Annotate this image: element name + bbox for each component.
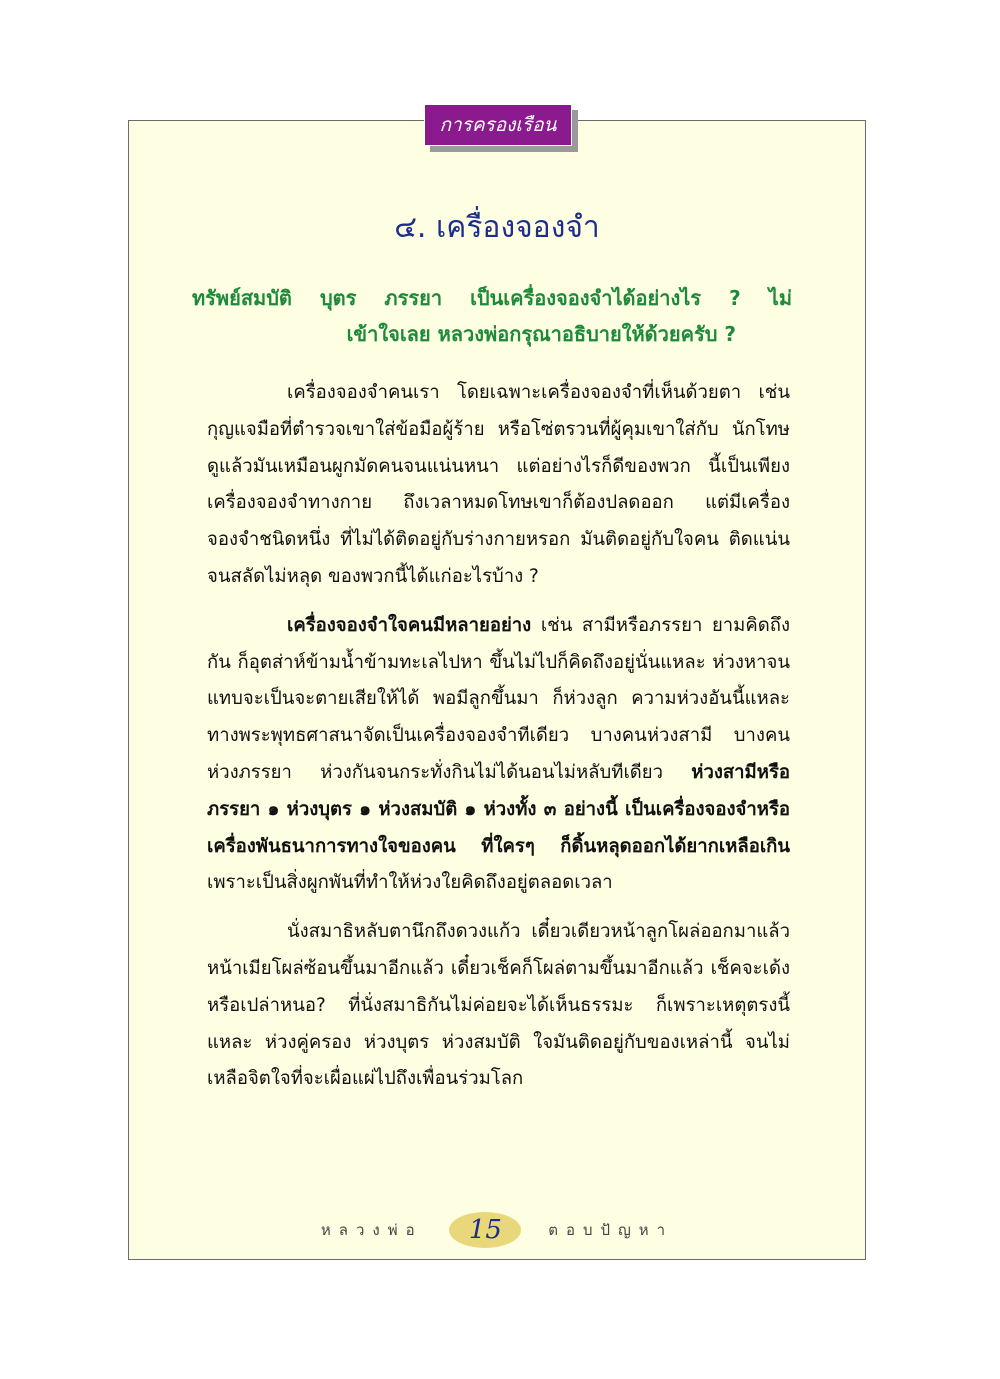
section-tag: การครองเรือน	[424, 104, 572, 146]
paragraph-2-text-1: เช่น สามีหรือภรรยา ยามคิดถึงกัน ก็อุตส่าห์ข้ามน้ำข้ามทะเลไปหา ขึ้นไม่ไปก็คิดถึงอยู่นั่นแหละ ห่วงหาจนแทบจะเป็นจะตายเสียให้ได้ พอมีลูกขึ้นมา ก็ห่วงลูก ความห่วงอันนี้แหละทางพระพุทธศาสนาจัดเป็นเครื่องจองจำทีเดียว บางคนห่วงสามี บางคนห่วงภรรยา ห่วงกันจนกระทั่งกินไม่ได้นอนไม่หลับทีเดียว	[207, 614, 790, 783]
chapter-title: ๔. เครื่องจองจำ	[394, 210, 600, 245]
answer-body	[207, 375, 790, 1098]
paragraph-2-bold-emphasis: ห่วงสามีหรือภรรยา ๑ ห่วงบุตร ๑ ห่วงสมบัติ ๑ ห่วงทั้ง ๓ อย่างนี้ เป็นเครื่องจองจำหรือเครื่องพันธนาการทางใจของคน ที่ใครๆ ก็ดิ้นหลุดออกได้ยากเหลือเกิน	[207, 761, 790, 857]
paragraph-2-text-2: เพราะเป็นสิ่งผูกพันที่ทำให้ห่วงใยคิดถึงอยู่ตลอดเวลา	[207, 872, 613, 894]
paragraph-2-bold-lead: เครื่องจองจำใจคนมีหลายอย่าง	[287, 614, 532, 636]
paragraph-3: นั่งสมาธิหลับตานึกถึงดวงแก้ว เดี๋ยวเดียวหน้าลูกโผล่ออกมาแล้ว หน้าเมียโผล่ซ้อนขึ้นมาอีกแล้ว เดี๋ยวเช็คก็โผล่ตามขึ้นมาอีกแล้ว เช็คจะเด้งหรือเปล่าหนอ? ที่นั่งสมาธิกันไม่ค่อยจะได้เห็นธรรมะ ก็เพราะเหตุตรงนี้แหละ ห่วงคู่ครอง ห่วงบุตร ห่วงสมบัติ ใจมันติดอยู่กับของเหล่านี้ จนไม่เหลือจิตใจที่จะเผื่อแผ่ไปถึงเพื่อนร่วมโลก	[207, 921, 790, 1090]
page-footer	[128, 1212, 866, 1252]
footer-right-text: ตอบปัญหา	[548, 1221, 674, 1239]
question-line-2: เข้าใจเลย หลวงพ่อกรุณาอธิบายให้ด้วยครับ ?	[346, 322, 736, 346]
page-number: 15	[449, 1212, 521, 1248]
question-line-1: ทรัพย์สมบัติ บุตร ภรรยา เป็นเครื่องจองจำได้อย่างไร ? ไม่	[192, 286, 792, 310]
question-block	[192, 280, 792, 352]
paragraph-2	[207, 608, 790, 902]
footer-left-text: หลวงพ่อ	[320, 1221, 423, 1239]
paragraph-1: เครื่องจองจำคนเรา โดยเฉพาะเครื่องจองจำที่เห็นด้วยตา เช่น กุญแจมือที่ตำรวจเขาใส่ข้อมือผู้ร้าย หรือโซ่ตรวนที่ผู้คุมเขาใส่กับ นักโทษ ดูแล้วมันเหมือนผูกมัดคนจนแน่นหนา แต่อย่างไรก็ดีของพวก นี้เป็นเพียงเครื่องจองจำทางกาย ถึงเวลาหมดโทษเขาก็ต้องปลดออก แต่มีเครื่องจองจำชนิดหนึ่ง ที่ไม่ได้ติดอยู่กับร่างกายหรอก มันติดอยู่กับใจคน ติดแน่นจนสลัดไม่หลุด ของพวกนี้ได้แก่อะไรบ้าง ?	[207, 382, 790, 587]
